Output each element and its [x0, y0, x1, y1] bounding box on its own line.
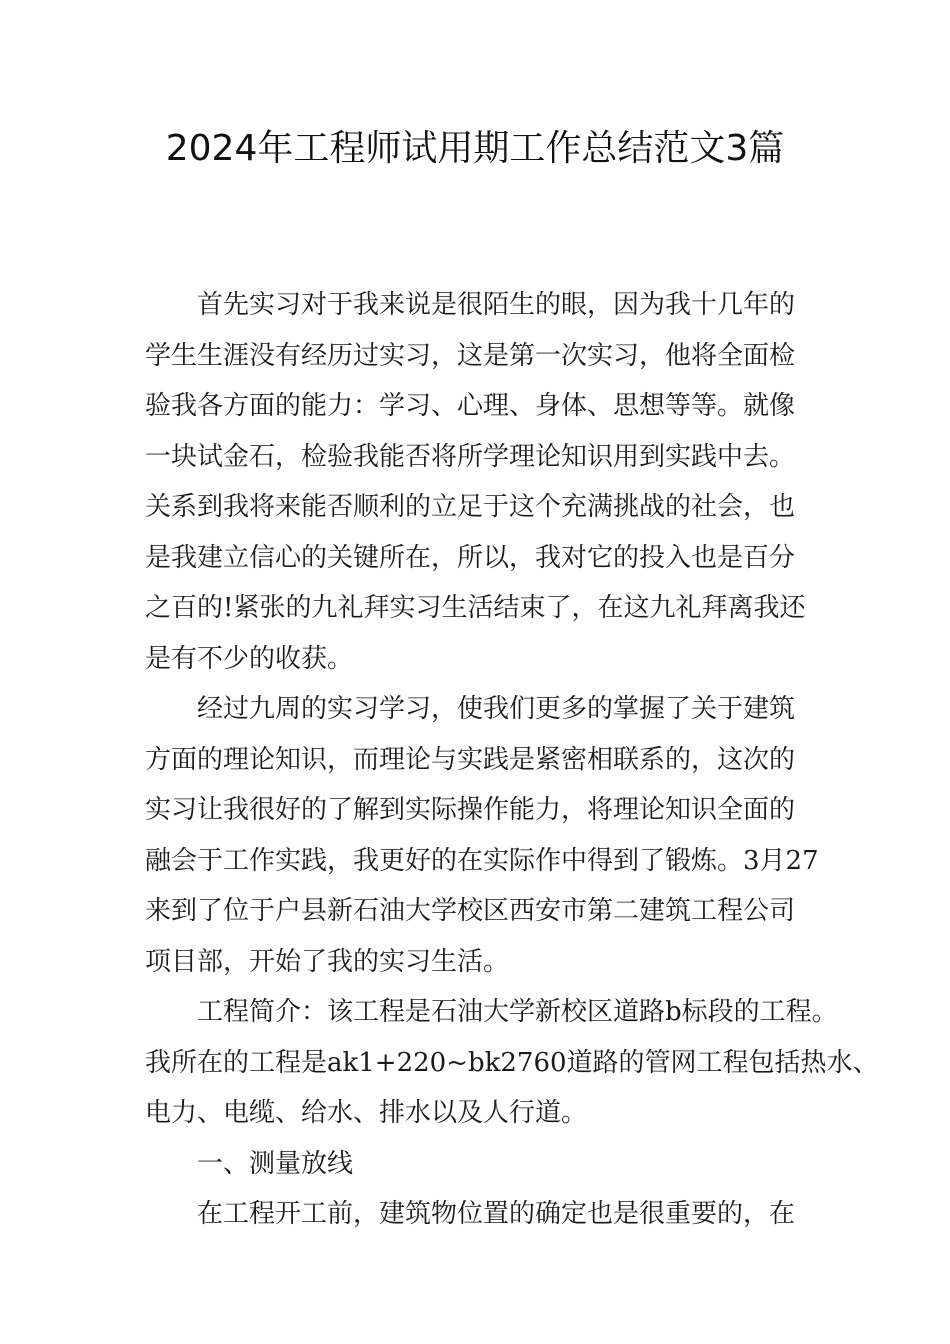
- paragraph-1: [145, 280, 817, 684]
- text-line: 是我建立信心的关键所在，所以，我对它的投入也是百分: [145, 542, 796, 573]
- document-body: [145, 280, 879, 1240]
- text-line: 电力、电缆、给水、排水以及人行道。: [145, 1098, 588, 1128]
- text-line: 来到了位于户县新石油大学校区西安市第二建筑工程公司: [145, 896, 796, 926]
- text-line: 在工程开工前，建筑物位置的确定也是很重要的，在: [197, 1199, 796, 1229]
- section-heading: [145, 1139, 817, 1190]
- paragraph-4: [145, 1189, 817, 1240]
- paragraph-3: [145, 987, 879, 1139]
- text-line: 学生生涯没有经历过实习，这是第一次实习，他将全面检: [145, 340, 796, 371]
- text-line: 首先实习对于我来说是很陌生的眼，因为我十几年的: [197, 290, 796, 320]
- text-line: 工程简介：该工程是石油大学新校区道路b标段的工程。: [197, 997, 838, 1027]
- text-line: 经过九周的实习学习，使我们更多的掌握了关于建筑: [197, 694, 796, 724]
- text-line: 一、测量放线: [197, 1148, 354, 1179]
- text-line: 实习让我很好的了解到实际操作能力，将理论知识全面的: [145, 795, 796, 825]
- text-line: 验我各方面的能力：学习、心理、身体、思想等等。就像: [145, 391, 796, 421]
- paragraph-2: [145, 684, 817, 987]
- text-line: 关系到我将来能否顺利的立足于这个充满挑战的社会，也: [145, 492, 796, 522]
- text-line: 之百的!紧张的九礼拜实习生活结束了，在这九礼拜离我还: [145, 593, 806, 623]
- text-line: 项目部，开始了我的实习生活。: [145, 946, 510, 977]
- text-line: 融会于工作实践，我更好的在实际作中得到了锻炼。3月27: [145, 845, 819, 876]
- text-line: 是有不少的收获。: [145, 643, 354, 674]
- document-title: 2024年工程师试用期工作总结范文3篇: [165, 128, 785, 169]
- text-line: 方面的理论知识，而理论与实践是紧密相联系的，这次的: [145, 744, 796, 775]
- text-line: 一块试金石，检验我能否将所学理论知识用到实践中去。: [145, 441, 796, 472]
- text-line: 我所在的工程是ak1+220~bk2760道路的管网工程包括热水、: [145, 1047, 879, 1078]
